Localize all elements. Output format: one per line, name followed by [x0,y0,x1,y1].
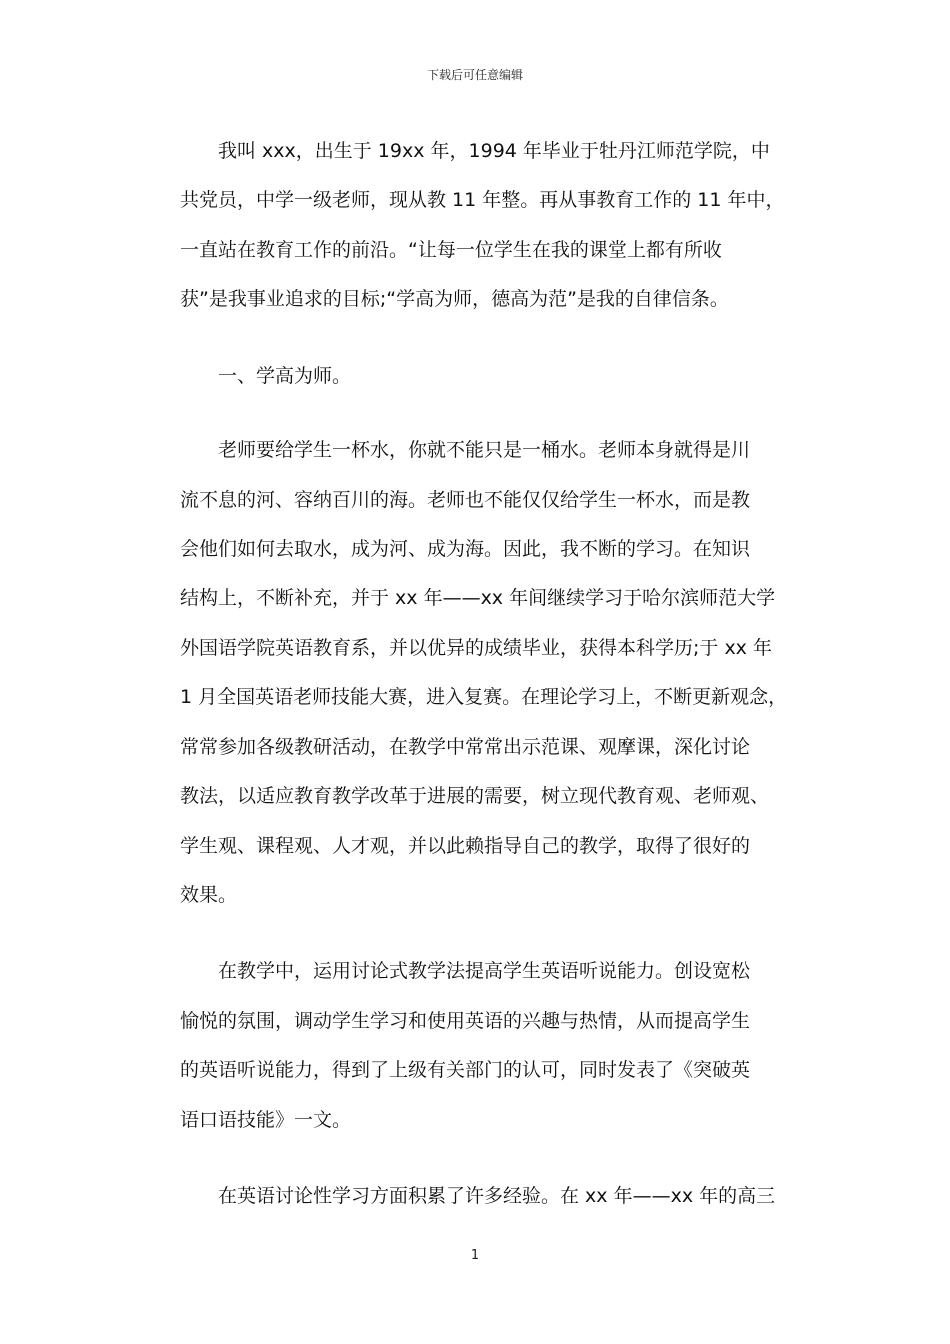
paragraph-2-line-5: 外国语学院英语教育系，并以优异的成绩毕业，获得本科学历;于 xx 年 [180,637,772,659]
paragraph-2-line-7: 常常参加各级教研活动，在教学中常常出示范课、观摩课，深化讨论 [180,736,751,758]
section-heading: 一、学高为师。 [218,365,352,387]
paragraph-2-line-9: 学生观、课程观、人才观，并以此赖指导自己的教学，取得了很好的 [180,835,751,857]
paragraph-3-line-4: 语口语技能》一文。 [180,1109,352,1131]
paragraph-1-line-3: 一直站在教育工作的前沿。“让每一位学生在我的课堂上都有所收 [180,239,722,261]
paragraph-1-line-1: 我叫 xxx，出生于 19xx 年，1994 年毕业于牡丹江师范学院，中 [218,140,770,162]
page-number: 1 [470,1248,480,1263]
paragraph-2-line-1: 老师要给学生一杯水，你就不能只是一桶水。老师本身就得是川 [218,439,751,461]
paragraph-1-line-4: 获”是我事业追求的目标;“学高为师，德高为范”是我的自律信条。 [180,288,729,310]
paragraph-2-line-2: 流不息的河、容纳百川的海。老师也不能仅仅给学生一杯水，而是教 [180,489,751,511]
paragraph-3-line-3: 的英语听说能力，得到了上级有关部门的认可，同时发表了《突破英 [180,1059,751,1081]
page-header: 下载后可任意编辑 [426,68,523,82]
paragraph-3-line-1: 在教学中，运用讨论式教学法提高学生英语听说能力。创设宽松 [218,960,751,982]
paragraph-3-line-2: 愉悦的氛围，调动学生学习和使用英语的兴趣与热情，从而提高学生 [180,1010,751,1032]
paragraph-2-line-8: 教法，以适应教育教学改革于进展的需要，树立现代教育观、老师观、 [180,785,770,807]
paragraph-2-line-3: 会他们如何去取水，成为河、成为海。因此，我不断的学习。在知识 [180,538,751,560]
paragraph-1-line-2: 共党员，中学一级老师，现从教 11 年整。再从事教育工作的 11 年中， [180,189,785,211]
paragraph-2-line-4: 结构上，不断补充，并于 xx 年——xx 年间继续学习于哈尔滨师范大学 [180,587,776,609]
paragraph-2-line-6: 1 月全国英语老师技能大赛，进入复赛。在理论学习上，不断更新观念， [180,686,788,708]
paragraph-4-line-1: 在英语讨论性学习方面积累了许多经验。在 xx 年——xx 年的高三 [218,1185,776,1207]
paragraph-2-line-10: 效果。 [180,884,238,906]
